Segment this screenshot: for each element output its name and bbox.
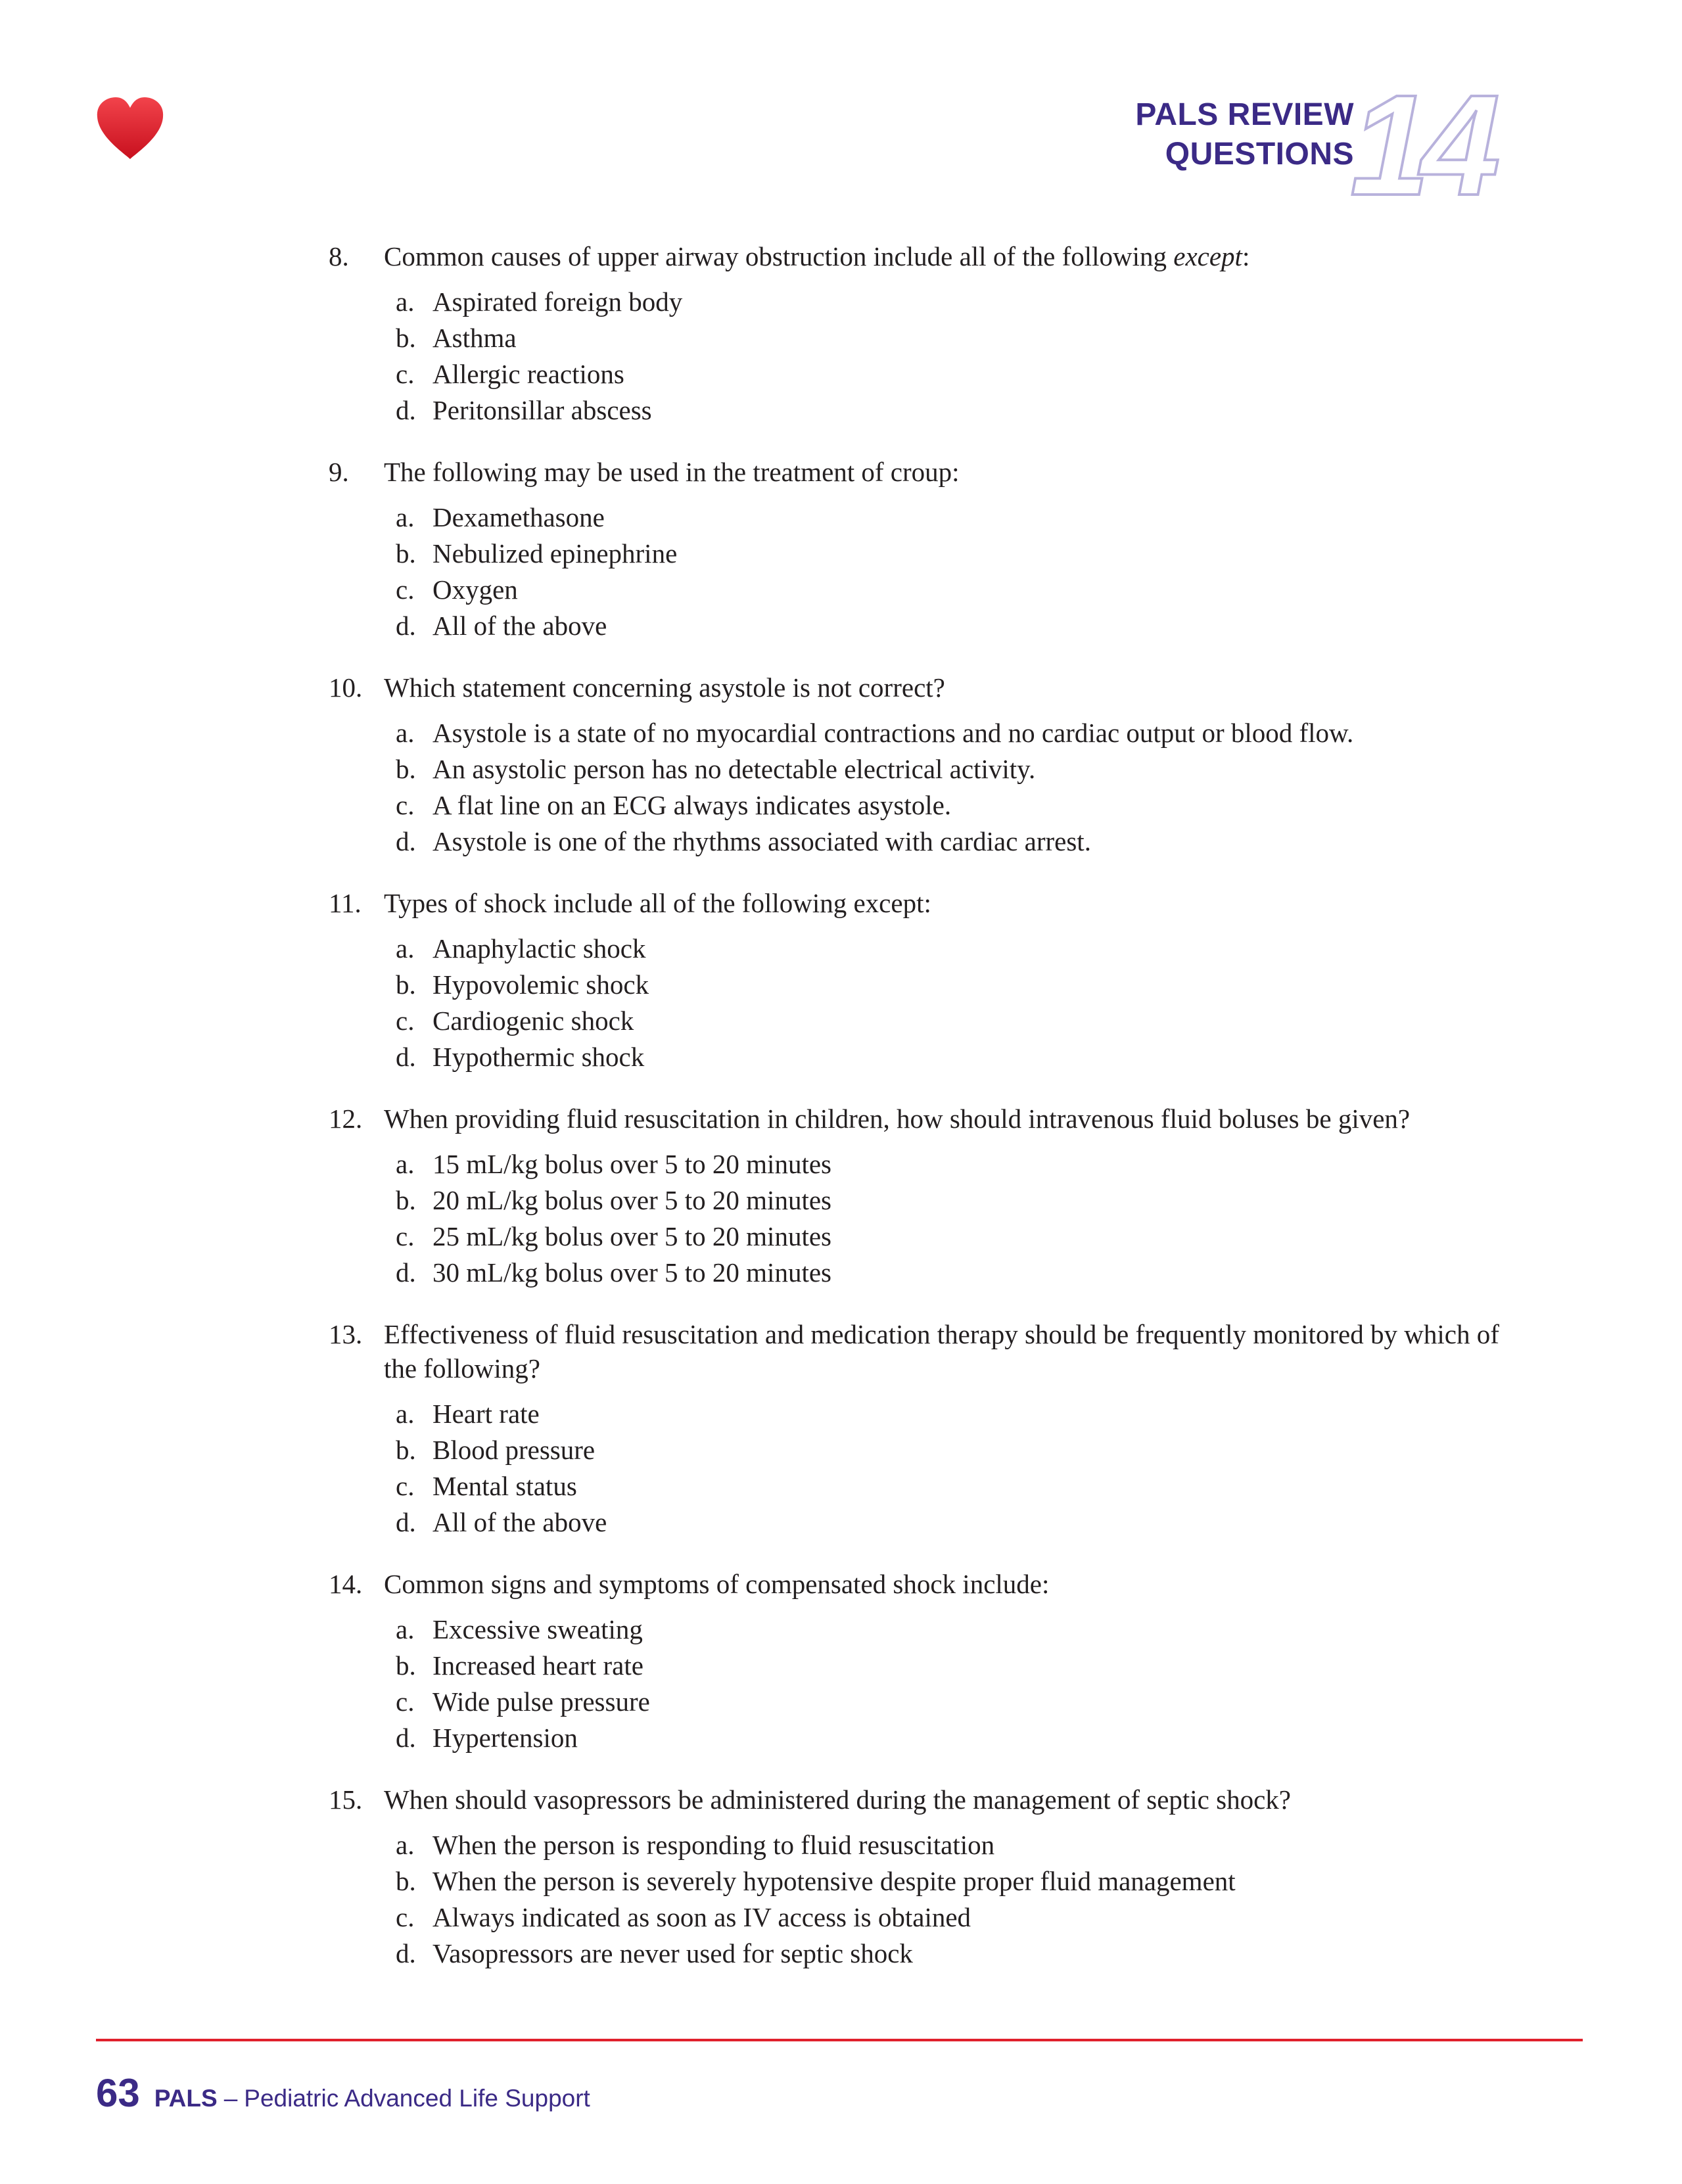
question-number: 13. (329, 1319, 363, 1349)
question-9 (329, 455, 1538, 644)
answer-option: b. Asthma (396, 323, 517, 353)
answer-option: c. Mental status (396, 1471, 577, 1501)
question-number: 12. (329, 1104, 363, 1134)
question-emphasis: except (1173, 241, 1242, 271)
answer-option: b. Hypovolemic shock (396, 969, 649, 1000)
question-number: 9. (329, 457, 349, 487)
answer-option: b. Nebulized epinephrine (396, 538, 678, 569)
answer-option: d. Vasopressors are never used for septic shock (396, 1938, 913, 1968)
chapter-title-line2: QUESTIONS (1165, 137, 1354, 172)
question-number: 11. (329, 888, 362, 918)
footer-brand: PALS (154, 2085, 218, 2112)
chapter-title-line1: PALS REVIEW (1135, 97, 1354, 132)
chapter-header (1078, 92, 1354, 171)
answer-option: d. 30 mL/kg bolus over 5 to 20 minutes (396, 1257, 831, 1288)
question-11 (329, 886, 1538, 1075)
question-text: Common causes of upper airway obstruction include all of the following except: (384, 241, 1250, 271)
answer-option: b. An asystolic person has no detectable electrical activity. (396, 754, 1036, 784)
answer-option: a. Excessive sweating (396, 1614, 643, 1644)
answer-option: c. Allergic reactions (396, 359, 624, 389)
answer-option: d. All of the above (396, 611, 607, 641)
answer-option: d. Hypertension (396, 1723, 578, 1753)
answer-option: d. All of the above (396, 1507, 607, 1537)
answer-option: c. Always indicated as soon as IV access is obtained (396, 1902, 971, 1932)
question-text: When providing fluid resuscitation in children, how should intravenous fluid boluses be given? (384, 1104, 1411, 1134)
question-number: 8. (329, 241, 349, 271)
answer-option: b. When the person is severely hypotensive despite proper fluid management (396, 1866, 1236, 1896)
question-15 (329, 1782, 1538, 1972)
answer-option: c. 25 mL/kg bolus over 5 to 20 minutes (396, 1221, 831, 1251)
question-14 (329, 1567, 1538, 1756)
answer-option: a. Anaphylactic shock (396, 933, 646, 964)
question-text: When should vasopressors be administered during the management of septic shock? (384, 1784, 1291, 1815)
footer-subtitle: Pediatric Advanced Life Support (244, 2085, 590, 2112)
answer-option: b. 20 mL/kg bolus over 5 to 20 minutes (396, 1185, 831, 1215)
question-list (329, 239, 1538, 1998)
answer-option: c. Oxygen (396, 574, 518, 605)
page-footer (96, 2070, 590, 2116)
footer-divider (96, 2039, 1583, 2041)
answer-option: d. Peritonsillar abscess (396, 395, 652, 425)
question-text: The following may be used in the treatment of croup: (384, 457, 960, 487)
question-text: Types of shock include all of the following except: (384, 888, 931, 918)
answer-option: a. Aspirated foreign body (396, 287, 683, 317)
answer-option: b. Blood pressure (396, 1435, 596, 1465)
heart-logo-icon (96, 97, 164, 160)
question-10 (329, 670, 1538, 860)
question-number: 15. (329, 1784, 363, 1815)
answer-option: d. Hypothermic shock (396, 1042, 645, 1072)
answer-option: d. Asystole is one of the rhythms associated with cardiac arrest. (396, 826, 1091, 856)
answer-option: a. Heart rate (396, 1399, 540, 1429)
question-13 (329, 1317, 1538, 1541)
answer-option: c. Wide pulse pressure (396, 1686, 650, 1717)
question-8 (329, 239, 1538, 429)
page-number: 63 (96, 2071, 140, 2115)
answer-option: a. Dexamethasone (396, 502, 605, 532)
footer-separator: – (223, 2085, 238, 2112)
answer-option: a. 15 mL/kg bolus over 5 to 20 minutes (396, 1149, 831, 1179)
question-12 (329, 1102, 1538, 1291)
chapter-number: 14 (1350, 66, 1491, 225)
answer-option: a. When the person is responding to fluid resuscitation (396, 1830, 995, 1860)
question-number: 10. (329, 672, 363, 703)
answer-option: a. Asystole is a state of no myocardial contractions and no cardiac output or blood flow. (396, 718, 1354, 748)
answer-option: b. Increased heart rate (396, 1650, 643, 1681)
question-number: 14. (329, 1569, 363, 1599)
question-text: Effectiveness of fluid resuscitation and medication therapy should be frequently monitored by which of the following? (384, 1319, 1499, 1383)
question-text: Common signs and symptoms of compensated shock include: (384, 1569, 1050, 1599)
answer-option: c. Cardiogenic shock (396, 1006, 634, 1036)
answer-option: c. A flat line on an ECG always indicates asystole. (396, 790, 952, 820)
question-text: Which statement concerning asystole is not correct? (384, 672, 945, 703)
